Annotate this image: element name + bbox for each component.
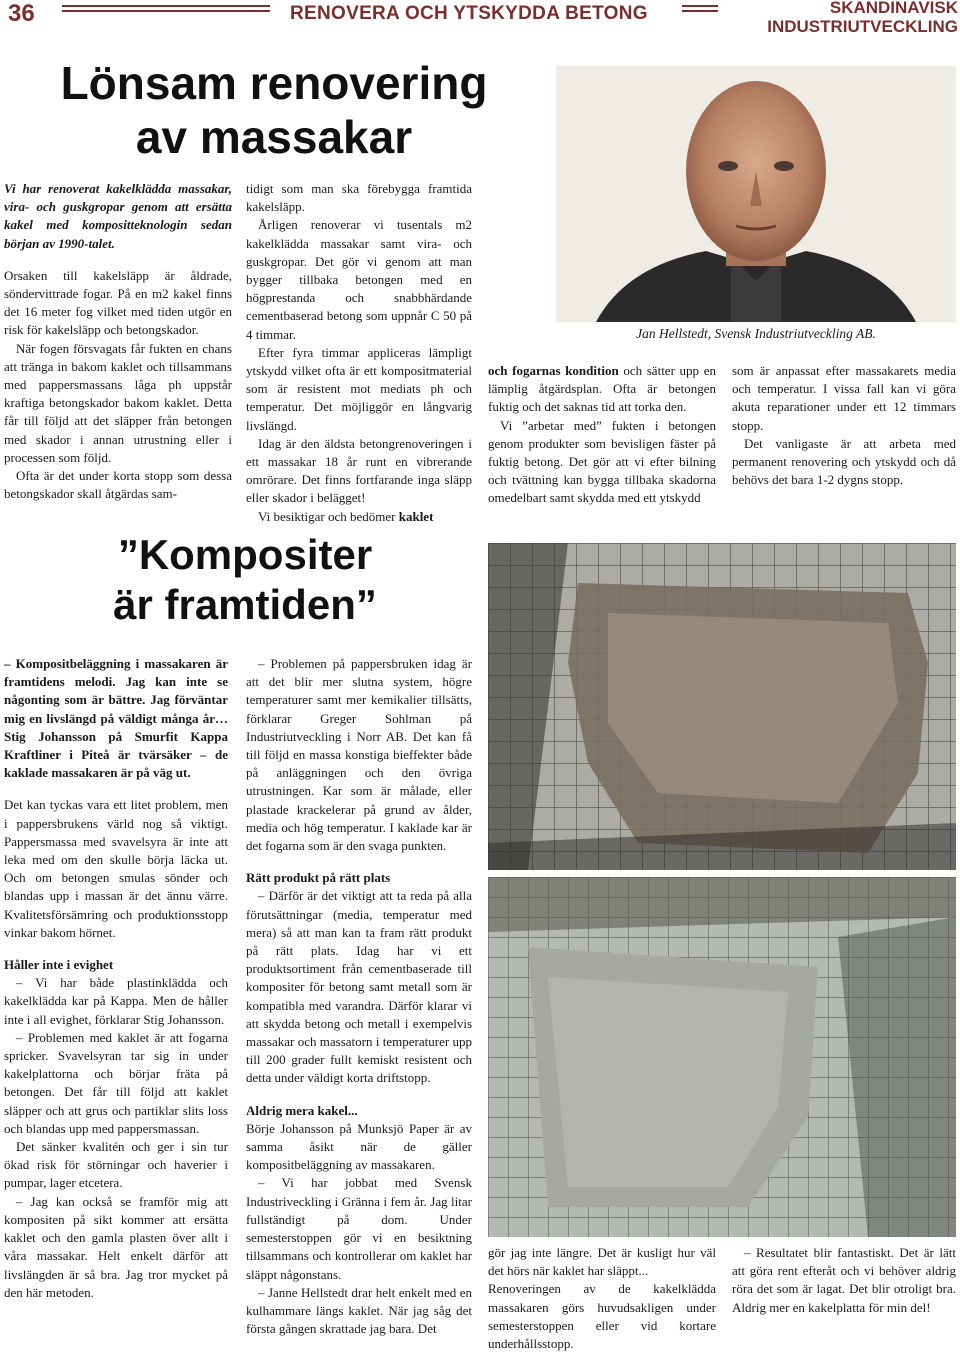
body-paragraph: – Janne Hellstedt drar helt enkelt med en kulhammare längs kaklet. När jag såg det första gången skrattade jag bara. Det <box>246 1284 472 1337</box>
tank-photo-renovated-illustration <box>488 877 956 1237</box>
magazine-name-line2: INDUSTRIUTVECKLING <box>767 17 958 36</box>
body-paragraph: Renoveringen av de kakelklädda massakaren görs huvudsakligen under semesterstoppen eller vid kortare underhållsstopp. <box>488 1281 716 1352</box>
body-paragraph: – Problemen på pappersbruken idag är att det blir mer slutna system, högre temperaturer samt mer kemikalier tillsätts, förklarar Greger Sohlman på Industriutveckling i Norr AB. Det kan få till följd en massa konstiga bieffekter både på anläggningen och den övriga utrustningen. Kar som är målade, eller plastade krackelerar på grund av ålder, media och hög temperatur. I kaklade kar är det fogarna som är den svaga punkten. <box>246 656 472 854</box>
body-paragraph: Det kan tyckas vara ett litet problem, men i pappersbrukens värld nog så viktigt. Pappersmassa med svavelsyra är inte att leka med om den skulle börja läcka ut. Och om betongen smulas sönder och blandas upp i massan är det ännu värre. Kvalitetsförsämring och produktionsstopp vinkar bakom hörnet. <box>4 797 228 940</box>
body-text-bold: och fogarnas kondition <box>488 363 619 378</box>
body-paragraph: Ofta är det under korta stopp som dessa betongskador skall åtgärdas sam- <box>4 468 232 502</box>
section-title: RENOVERA OCH YTSKYDDA BETONG <box>290 3 648 24</box>
top-column-2 <box>246 180 472 526</box>
body-text: Vi besiktigar och bedömer <box>258 508 399 524</box>
body-paragraph <box>488 362 716 417</box>
body-paragraph: tidigt som man ska förebygga framtida kakelsläpp. <box>246 181 472 215</box>
body-paragraph: Idag är den äldsta betongrenoveringen i ett massakar 18 år runt en vibrerande omrörare. Det finns fortfarande inga släpp eller skador i belägget! <box>246 435 472 506</box>
photo-caption: Jan Hellstedt, Svensk Industriutveckling AB. <box>636 326 876 341</box>
intro-paragraph: – Kompositbeläggning i massakaren är framtidens melodi. Jag kan inte se någonting som är bättre. Jag förväntar mig en livslängd på väldigt många år… Stig Johansson på Smurfit Kappa Kraftliner i Piteå är tvärsäker – de kaklade massakaren är på väg ut. <box>4 656 228 781</box>
body-paragraph: Det sänker kvalitén och ger i sin tur ökad risk för störningar och haverier i pumpar, lager etcetera. <box>4 1139 228 1191</box>
pull-quote-heading <box>50 530 440 630</box>
body-paragraph: – Vi har jobbat med Svensk Industriveckling i Gränna i fem år. Jag litar fullständigt på dom. Under semesterstoppen gör vi en besiktning tillsammans och kontrollerar om kaklet har släppt någonstans. <box>246 1175 472 1282</box>
headline-line2: av massakar <box>135 111 413 163</box>
page-number: 36 <box>8 0 35 27</box>
body-paragraph: gör jag inte längre. Det är kusligt hur väl det hörs när kaklet har släppt... <box>488 1245 716 1279</box>
body-text-bold: kaklet <box>398 508 434 524</box>
bottom-column-3 <box>488 1244 716 1353</box>
body-paragraph <box>246 508 472 526</box>
magazine-name <box>722 0 958 36</box>
body-paragraph: – Vi har både plastinklädda och kakelklädda kar på Kappa. Men de håller inte i all evighet, förklarar Stig Johansson. <box>4 975 228 1027</box>
body-paragraph: – Jag kan också se framför mig att kompositen på sikt kommer att ersätta kaklet och den gamla plasten över allt i våra massakar. Helt enkelt därför att livslängden är så bra. Jag tror mycket på den här metoden. <box>4 1193 228 1300</box>
subheading: Aldrig mera kakel... <box>246 1102 358 1118</box>
body-paragraph: Efter fyra timmar appliceras lämpligt ytskydd vilket ofta är ett kompositmaterial som är resistent mot mediats ph och temperatur. Det möjliggör en långvarig livslängd. <box>246 344 472 433</box>
body-paragraph: Årligen renoverar vi tusentals m2 kakelklädda massakar samt vira- och guskgropar. Det gör vi genom att man bygger tillbaka betongen med en högprestanda och snabbhärdande cementbaserad betong som uppnår C 50 på 4 timmar. <box>246 217 472 342</box>
bottom-column-4 <box>732 1244 956 1317</box>
body-paragraph: När fogen försvagats får fukten en chans att tränga in bakom kaklet och tillsammans med pappersmassans låga ph uppstår kraftiga betongskador bakom kaklet. Detta får till följd att det släpper från betongen med skador i annan utrustning eller i processen som följd. <box>4 340 232 465</box>
body-paragraph: Vi ”arbetar med” fukten i betongen genom produkter som bevisligen fäster på fuktig betong. Det gör att vi efter bilning och tvättning kan bygga tillbaka skadorna omedelbart samt skydda med ett ytskydd <box>488 417 716 506</box>
body-paragraph: Orsaken till kakelsläpp är åldrade, söndervittrade fogar. På en m2 kakel finns det 16 meter fog vilket med tiden utgör en risk för kakelsläpp och betongskador. <box>4 267 232 338</box>
body-paragraph: Börje Johansson på Munksjö Paper är av samma åsikt när de gäller kompositbeläggning av massakaren. <box>246 1120 472 1173</box>
top-column-3 <box>488 362 716 508</box>
body-paragraph: – Problemen med kaklet är att fogarna spricker. Svavelsyran tar sig in under kakelplattorna och börjar fräta på betongen. Det får till följd att kaklet släpper och att grus och partiklar slits loss och blandas upp med pappersmassan. <box>4 1029 228 1136</box>
body-paragraph: som är anpassat efter massakarets media och temperatur. I vissa fall kan vi göra akuta reparationer under ett 12 timmars stopp. <box>732 363 956 433</box>
header-rule-right <box>682 5 718 7</box>
header-rule-right-2 <box>682 10 718 12</box>
top-column-4 <box>732 362 956 489</box>
tank-photo-damaged <box>488 543 956 870</box>
pull-quote-line2: är framtiden” <box>113 581 377 628</box>
body-paragraph: Det vanligaste är att arbeta med permanent renovering och ytskydd och då behövs det bara 1-2 dygns stopp. <box>732 435 956 488</box>
tank-photo-damaged-illustration <box>488 543 956 870</box>
headline-line1: Lönsam renovering <box>60 57 488 109</box>
header-rule-left-2 <box>62 10 270 12</box>
pull-quote-line1: ”Kompositer <box>117 531 373 578</box>
portrait-illustration <box>556 66 956 322</box>
portrait-photo <box>556 66 956 322</box>
body-paragraph: – Resultatet blir fantastiskt. Det är lätt att göra rent efteråt och vi behöver aldrig röra det som är lagat. Det blir otroligt bra. Aldrig mer en kakelplatta för min del! <box>732 1245 956 1315</box>
bottom-column-1 <box>4 655 228 1302</box>
subheading: Håller inte i evighet <box>4 957 114 973</box>
lead-paragraph: Vi har renoverat kakelklädda massakar, vira- och guskgropar genom att ersätta kakel med kompositteknologin sedan början av 1990-talet. <box>4 181 232 251</box>
bottom-column-2 <box>246 655 472 1338</box>
tank-photo-renovated <box>488 877 956 1237</box>
body-text: och sätter upp en lämplig åtgärdsplan. Ofta är betongen fuktig och det saknas tid att torka den. <box>488 363 716 415</box>
body-paragraph: – Därför är det viktigt att ta reda på alla förutsättningar (media, temperatur med mera) så att man kan ta fram rätt produkt på rätt plats. Idag har vi ett produktsortiment från cementbaserade till kompositer för betong samt metall som är kompatibla med varandra. Därför klarar vi att skydda betong och metall i exempelvis massakar och massatorn i temperaturer upp till 200 grader fullt kemiskt resistent och detta under väldigt korta driftstopp. <box>246 888 472 1086</box>
subheading: Rätt produkt på rätt plats <box>246 870 391 886</box>
top-column-1 <box>4 180 232 503</box>
article-headline <box>0 56 548 164</box>
magazine-name-line1: SKANDINAVISK <box>829 0 958 17</box>
header-rule-left <box>62 5 270 7</box>
